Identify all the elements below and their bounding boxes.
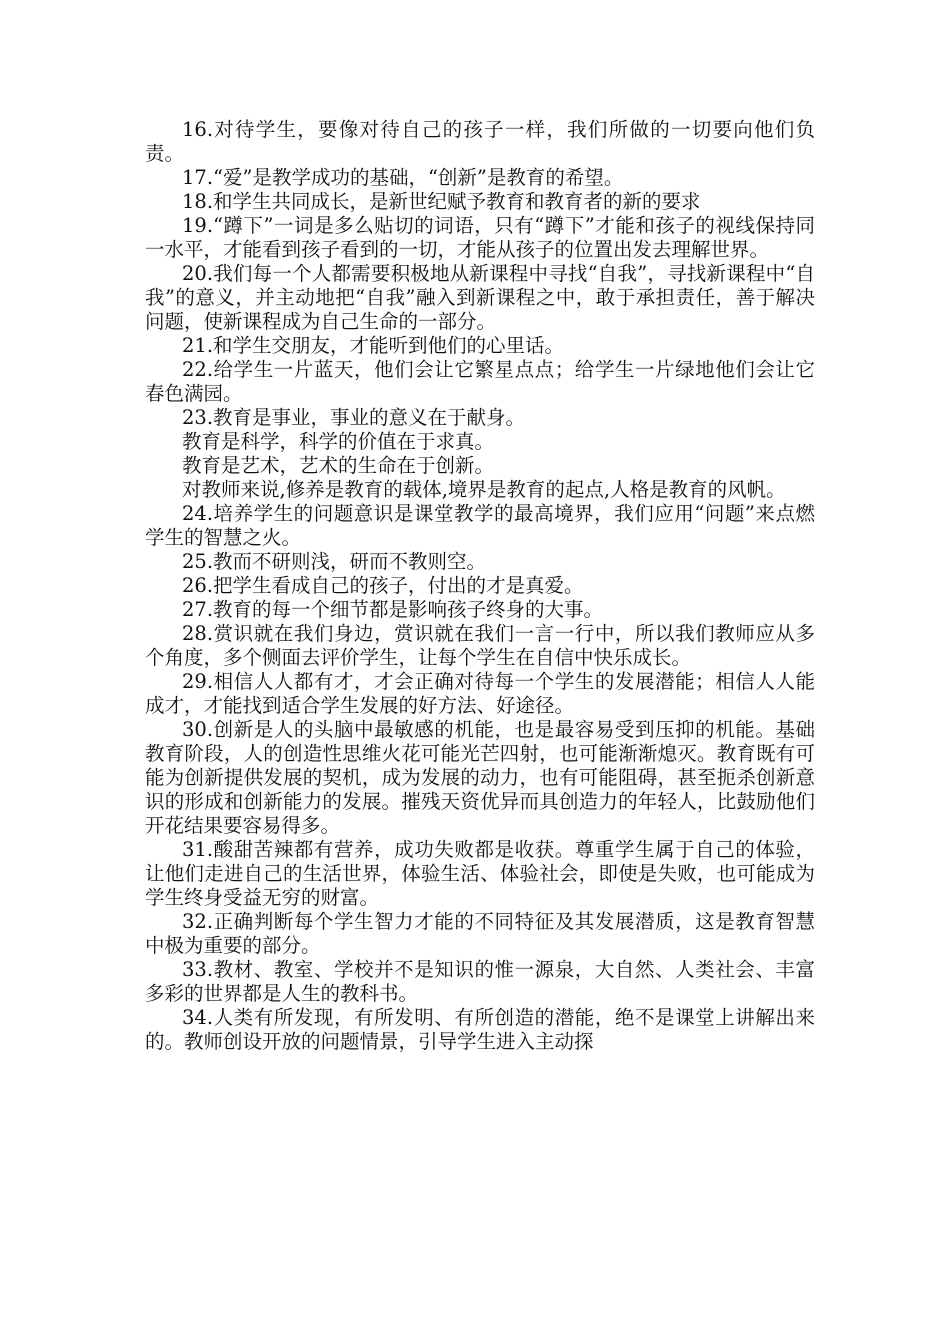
paragraph-20: 20.我们每一个人都需要积极地从新课程中寻找“自我”，寻找新课程中“自我”的意义，并主动地把“自我”融入到新课程之中，敢于承担责任，善于解决问题，使新课程成为自己生命的一部分。 [145, 262, 815, 333]
paragraph-23-art: 教育是艺术，艺术的生命在于创新。 [182, 454, 495, 477]
paragraph-29: 29.相信人人都有才，才会正确对待每一个学生的发展潜能；相信人人能成才，才能找到适合学生发展的好方法、好途径。 [145, 670, 815, 717]
paragraph-25: 25.教而不研则浅，研而不教则空。 [182, 550, 487, 573]
paragraph-34: 34.人类有所发现，有所发明、有所创造的潜能，绝不是课堂上讲解出来的。教师创设开放的问题情景，引导学生进入主动探 [145, 1006, 815, 1053]
paragraph-22: 22.给学生一片蓝天，他们会让它繁星点点；给学生一片绿地他们会让它春色满园。 [145, 358, 815, 405]
paragraph-19: 19.“蹲下”一词是多么贴切的词语，只有“蹲下”才能和孩子的视线保持同一水平，才能看到孩子看到的一切，才能从孩子的位置出发去理解世界。 [145, 214, 815, 261]
paragraph-26: 26.把学生看成自己的孩子，付出的才是真爱。 [182, 574, 584, 597]
paragraph-23: 23.教育是事业，事业的意义在于献身。 [182, 406, 526, 429]
paragraph-31: 31.酸甜苦辣都有营养，成功失败都是收获。尊重学生属于自己的体验，让他们走进自己的生活世界，体验生活、体验社会，即使是失败，也可能成为学生终身受益无穷的财富。 [145, 838, 815, 909]
paragraph-23-teacher: 对教师来说,修养是教育的载体,境界是教育的起点,人格是教育的风帆。 [182, 478, 786, 501]
paragraph-16: 16.对待学生，要像对待自己的孩子一样，我们所做的一切要向他们负责。 [145, 118, 815, 165]
paragraph-24: 24.培养学生的问题意识是课堂教学的最高境界，我们应用“问题”来点燃学生的智慧之火。 [145, 502, 815, 549]
document-page [145, 118, 815, 1054]
paragraph-30: 30.创新是人的头脑中最敏感的机能，也是最容易受到压抑的机能。基础教育阶段，人的创造性思维火花可能光芒四射，也可能渐渐熄灭。教育既有可能为创新提供发展的契机，成为发展的动力，也有可能阻碍，甚至扼杀创新意识的形成和创新能力的发展。摧残天资优异而具创造力的年轻人，比鼓励他们开花结果要容易得多。 [145, 718, 815, 837]
paragraph-18: 18.和学生共同成长，是新世纪赋予教育和教育者的新的要求 [182, 190, 701, 213]
paragraph-27: 27.教育的每一个细节都是影响孩子终身的大事。 [182, 598, 604, 621]
paragraph-21: 21.和学生交朋友，才能听到他们的心里话。 [182, 334, 565, 357]
paragraph-23-science: 教育是科学，科学的价值在于求真。 [182, 430, 495, 453]
paragraph-32: 32.正确判断每个学生智力才能的不同特征及其发展潜质，这是教育智慧中极为重要的部分。 [145, 910, 815, 957]
paragraph-17: 17.“爱”是教学成功的基础，“创新”是教育的希望。 [182, 166, 624, 189]
paragraph-33: 33.教材、教室、学校并不是知识的惟一源泉，大自然、人类社会、丰富多彩的世界都是人生的教科书。 [145, 958, 815, 1005]
paragraph-28: 28.赏识就在我们身边，赏识就在我们一言一行中，所以我们教师应从多个角度，多个侧面去评价学生，让每个学生在自信中快乐成长。 [145, 622, 815, 669]
